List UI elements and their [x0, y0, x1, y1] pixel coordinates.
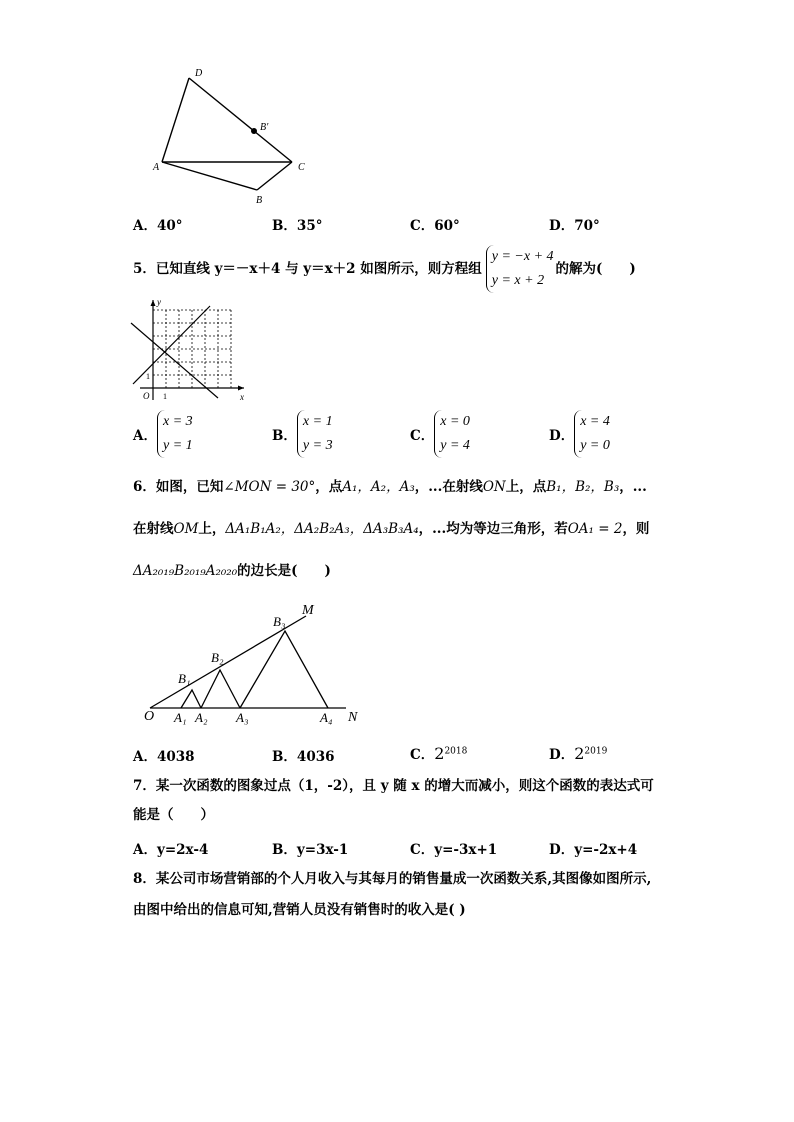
label-a3: A₃ [236, 710, 249, 725]
axis-label-x: x [240, 392, 244, 402]
q6-option-b: B．4036 [272, 749, 335, 765]
q4-option-d: D．70° [549, 218, 600, 234]
q6-option-a: A．4038 [133, 749, 195, 765]
label-b2: B₂ [211, 650, 224, 665]
q8-stem-line-1: 8．某公司市场营销部的个人月收入与其每月的销售量成一次函数关系,其图像如图所示, [133, 871, 652, 887]
q5-stem: 5．已知直线 y＝－x＋4 与 y＝x＋2 如图所示，则方程组 y = −x + 4 y = x + 2 的解为( ) [133, 245, 636, 293]
q4-option-a: A．40° [133, 218, 183, 234]
q5-option-b: B． x = 1 y = 3 [272, 410, 333, 458]
triangle-1 [181, 690, 201, 708]
q6-stem-line-3: ΔA₂₀₁₉B₂₀₁₉A₂₀₂₀的边长是( ) [133, 563, 331, 579]
q6-option-d: D．$2^{2019}$ [549, 744, 608, 763]
q7-stem-line-1: 7．某一次函数的图象过点（1，-2），且 y 随 x 的增大而减小，则这个函数的表达式可 [133, 778, 654, 794]
label-b: B [256, 195, 263, 206]
q7-stem-line-2: 能是（ ） [133, 807, 214, 823]
triangle-2 [201, 670, 240, 708]
q6-stem-line-2: 在射线OM上，ΔA₁B₁A₂，ΔA₂B₂A₃，ΔA₃B₃A₄，...均为等边三角形，若OA₁ = 2，则 [133, 521, 650, 537]
label-c: C [298, 162, 305, 173]
q7-option-c: C．y=-3x+1 [410, 842, 498, 858]
origin-label: O [143, 391, 150, 401]
q6-option-c: C．$2^{2018}$ [410, 744, 468, 763]
q5-equation-system: y = −x + 4 y = x + 2 [486, 245, 554, 293]
line-x-plus-2 [133, 306, 210, 384]
label-a: A [153, 162, 160, 173]
ray-om [150, 616, 306, 708]
q5-option-a: A． x = 3 y = 1 [133, 410, 193, 458]
triangle-3 [240, 631, 328, 708]
q4-option-b: B．35° [272, 218, 323, 234]
tick-y-1: 1 [146, 372, 150, 381]
q7-option-d: D．y=-2x+4 [549, 842, 638, 858]
axis-label-y: y [157, 297, 161, 307]
label-a1: A₁ [174, 710, 187, 725]
q4-option-c: C．60° [410, 218, 460, 234]
q5-option-c: C． x = 0 y = 4 [410, 410, 470, 458]
q7-option-b: B．y=3x-1 [272, 842, 349, 858]
q5-option-d: D． x = 4 y = 0 [549, 410, 610, 458]
point-b-prime [251, 128, 257, 134]
label-b1: B₁ [178, 671, 191, 686]
label-b3: B₃ [273, 614, 286, 629]
q7-option-a: A．y=2x-4 [133, 842, 209, 858]
q6-figure [140, 598, 370, 728]
label-m: M [302, 603, 314, 618]
q4-figure [150, 64, 320, 209]
q5-graph [128, 296, 250, 404]
label-a2: A₂ [195, 710, 208, 725]
label-a4: A₄ [320, 710, 333, 725]
label-o: O [144, 709, 155, 724]
q8-stem-line-2: 由图中给出的信息可知,营销人员没有销售时的收入是( ) [133, 902, 466, 918]
q6-stem-line-1: 6．如图，已知∠MON = 30°，点A₁，A₂，A₃，...在射线ON上，点B₁，B₂，B₃，... [133, 479, 647, 495]
label-n: N [348, 710, 358, 725]
tick-x-1: 1 [163, 392, 167, 401]
label-b-prime: B′ [260, 122, 269, 133]
label-d: D [195, 68, 203, 79]
